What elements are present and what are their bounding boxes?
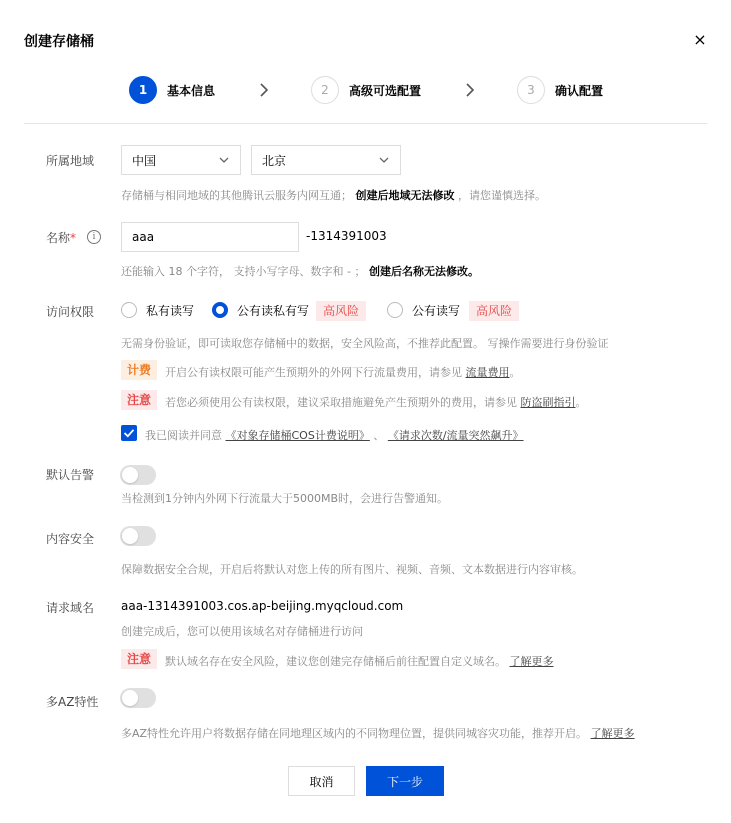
traffic-spike-link[interactable]: 《请求次数/流量突然飙升》: [387, 429, 524, 442]
domain-help: 创建完成后，您可以使用该域名对存储桶进行访问: [121, 625, 363, 638]
access-description: 无需身份验证，即可读取您存储桶中的数据，安全风险高，不推荐此配置。 写操作需要进行身份验证: [121, 337, 609, 350]
radio-label: 公有读写: [412, 303, 461, 318]
access-label: 访问权限: [46, 305, 95, 319]
name-label-text: 名称: [46, 231, 71, 245]
learn-more-link[interactable]: 了解更多: [509, 655, 554, 668]
name-help: [121, 263, 479, 279]
fee-badge: 计费: [121, 360, 157, 380]
name-help-text: 还能输入 18 个字符， 支持小写字母、数字和 - ；: [121, 265, 366, 278]
radio-label: 私有读写: [146, 303, 195, 318]
radio-public-read-private-write[interactable]: [212, 300, 309, 320]
chevron-down-icon: [378, 154, 390, 166]
learn-more-link[interactable]: 了解更多: [590, 727, 635, 740]
anti-theft-note-tail: 。: [575, 396, 587, 409]
check-icon: [121, 425, 137, 441]
cos-billing-link[interactable]: 《对象存储桶COS计费说明》: [225, 429, 370, 442]
next-step-button[interactable]: 下一步: [366, 766, 444, 796]
required-mark: *: [70, 231, 77, 245]
step-label: 确认配置: [555, 83, 604, 98]
region-country-value: 中国: [132, 153, 157, 168]
content-security-label: 内容安全: [46, 532, 95, 546]
domain-note-text: 默认域名存在安全风险，建议您创建完存储桶后前往配置自定义域名。: [165, 655, 506, 668]
bucket-name-suffix: -1314391003: [306, 229, 387, 243]
fee-note: [165, 364, 521, 380]
radio-private-rw[interactable]: [121, 300, 194, 320]
toggle-knob: [122, 690, 138, 706]
alarm-toggle[interactable]: [120, 465, 156, 485]
agree-checkbox[interactable]: [121, 425, 137, 441]
domain-label: 请求域名: [46, 601, 95, 615]
radio-circle: [121, 302, 137, 318]
region-help: [121, 187, 546, 203]
region-city-select[interactable]: [251, 145, 401, 175]
fee-note-text: 开启公有读权限可能产生预期外的外网下行流量费用，请参见: [165, 366, 462, 379]
step-confirm: [517, 76, 603, 104]
step-number: 1: [129, 76, 157, 104]
agree-text-lead: 我已阅读并同意: [145, 429, 222, 442]
name-help-bold: 创建后名称无法修改。: [368, 265, 479, 278]
radio-circle: [212, 302, 228, 318]
multi-az-label: 多AZ特性: [46, 695, 99, 709]
alarm-label: 默认告警: [46, 468, 95, 482]
toggle-knob: [122, 467, 138, 483]
step-number: 3: [517, 76, 545, 104]
alarm-help: 当检测到1分钟内外网下行流量大于5000MB时，会进行告警通知。: [121, 492, 449, 505]
divider: [24, 123, 707, 124]
step-number: 2: [311, 76, 339, 104]
dialog-title: 创建存储桶: [24, 34, 94, 50]
step-label: 高级可选配置: [349, 83, 422, 98]
close-icon[interactable]: ×: [693, 30, 707, 49]
content-security-toggle[interactable]: [120, 526, 156, 546]
chevron-right-icon: [257, 81, 271, 99]
bucket-name-input[interactable]: [121, 222, 299, 252]
step-advanced-config: [311, 76, 421, 104]
anti-theft-note: [165, 394, 587, 410]
agree-sep: 、: [373, 429, 385, 442]
toggle-knob: [122, 528, 138, 544]
region-help-tail: ，请您谨慎选择。: [458, 189, 546, 202]
region-help-bold: 创建后地域无法修改: [355, 189, 455, 202]
region-city-value: 北京: [262, 153, 287, 168]
fee-note-tail: 。: [509, 366, 521, 379]
step-label: 基本信息: [167, 83, 216, 98]
region-country-select[interactable]: [121, 145, 241, 175]
chevron-right-icon: [463, 81, 477, 99]
multi-az-help: [121, 725, 635, 741]
name-label: [46, 229, 76, 246]
region-label: 所属地域: [46, 154, 95, 168]
note-badge: 注意: [121, 649, 157, 669]
radio-circle: [387, 302, 403, 318]
high-risk-tag: 高风险: [469, 301, 519, 321]
step-basic-info: [129, 76, 215, 104]
chevron-down-icon: [218, 154, 230, 166]
cancel-button[interactable]: 取消: [288, 766, 355, 796]
domain-value: aaa-1314391003.cos.ap-beijing.myqcloud.com: [121, 599, 404, 613]
region-help-text: 存储桶与相同地域的其他腾讯云服务内网互通；: [121, 189, 352, 202]
traffic-fee-link[interactable]: 流量费用: [465, 366, 510, 379]
radio-public-rw[interactable]: [387, 300, 460, 320]
anti-theft-note-text: 若您必须使用公有读权限，建议采取措施避免产生预期外的费用，请参见: [165, 396, 517, 409]
agree-text: [145, 427, 524, 443]
note-badge: 注意: [121, 390, 157, 410]
domain-note: [165, 653, 554, 669]
content-security-help: 保障数据安全合规，开启后将默认对您上传的所有图片、视频、音频、文本数据进行内容审核。: [121, 563, 583, 576]
info-icon[interactable]: i: [87, 230, 101, 244]
anti-theft-link[interactable]: 防盗刷指引: [520, 396, 576, 409]
multi-az-help-text: 多AZ特性允许用户将数据存储在同地理区域内的不同物理位置，提供同城容灾功能，推荐开启。: [121, 727, 588, 740]
multi-az-toggle[interactable]: [120, 688, 156, 708]
radio-label: 公有读私有写: [237, 303, 310, 318]
high-risk-tag: 高风险: [316, 301, 366, 321]
